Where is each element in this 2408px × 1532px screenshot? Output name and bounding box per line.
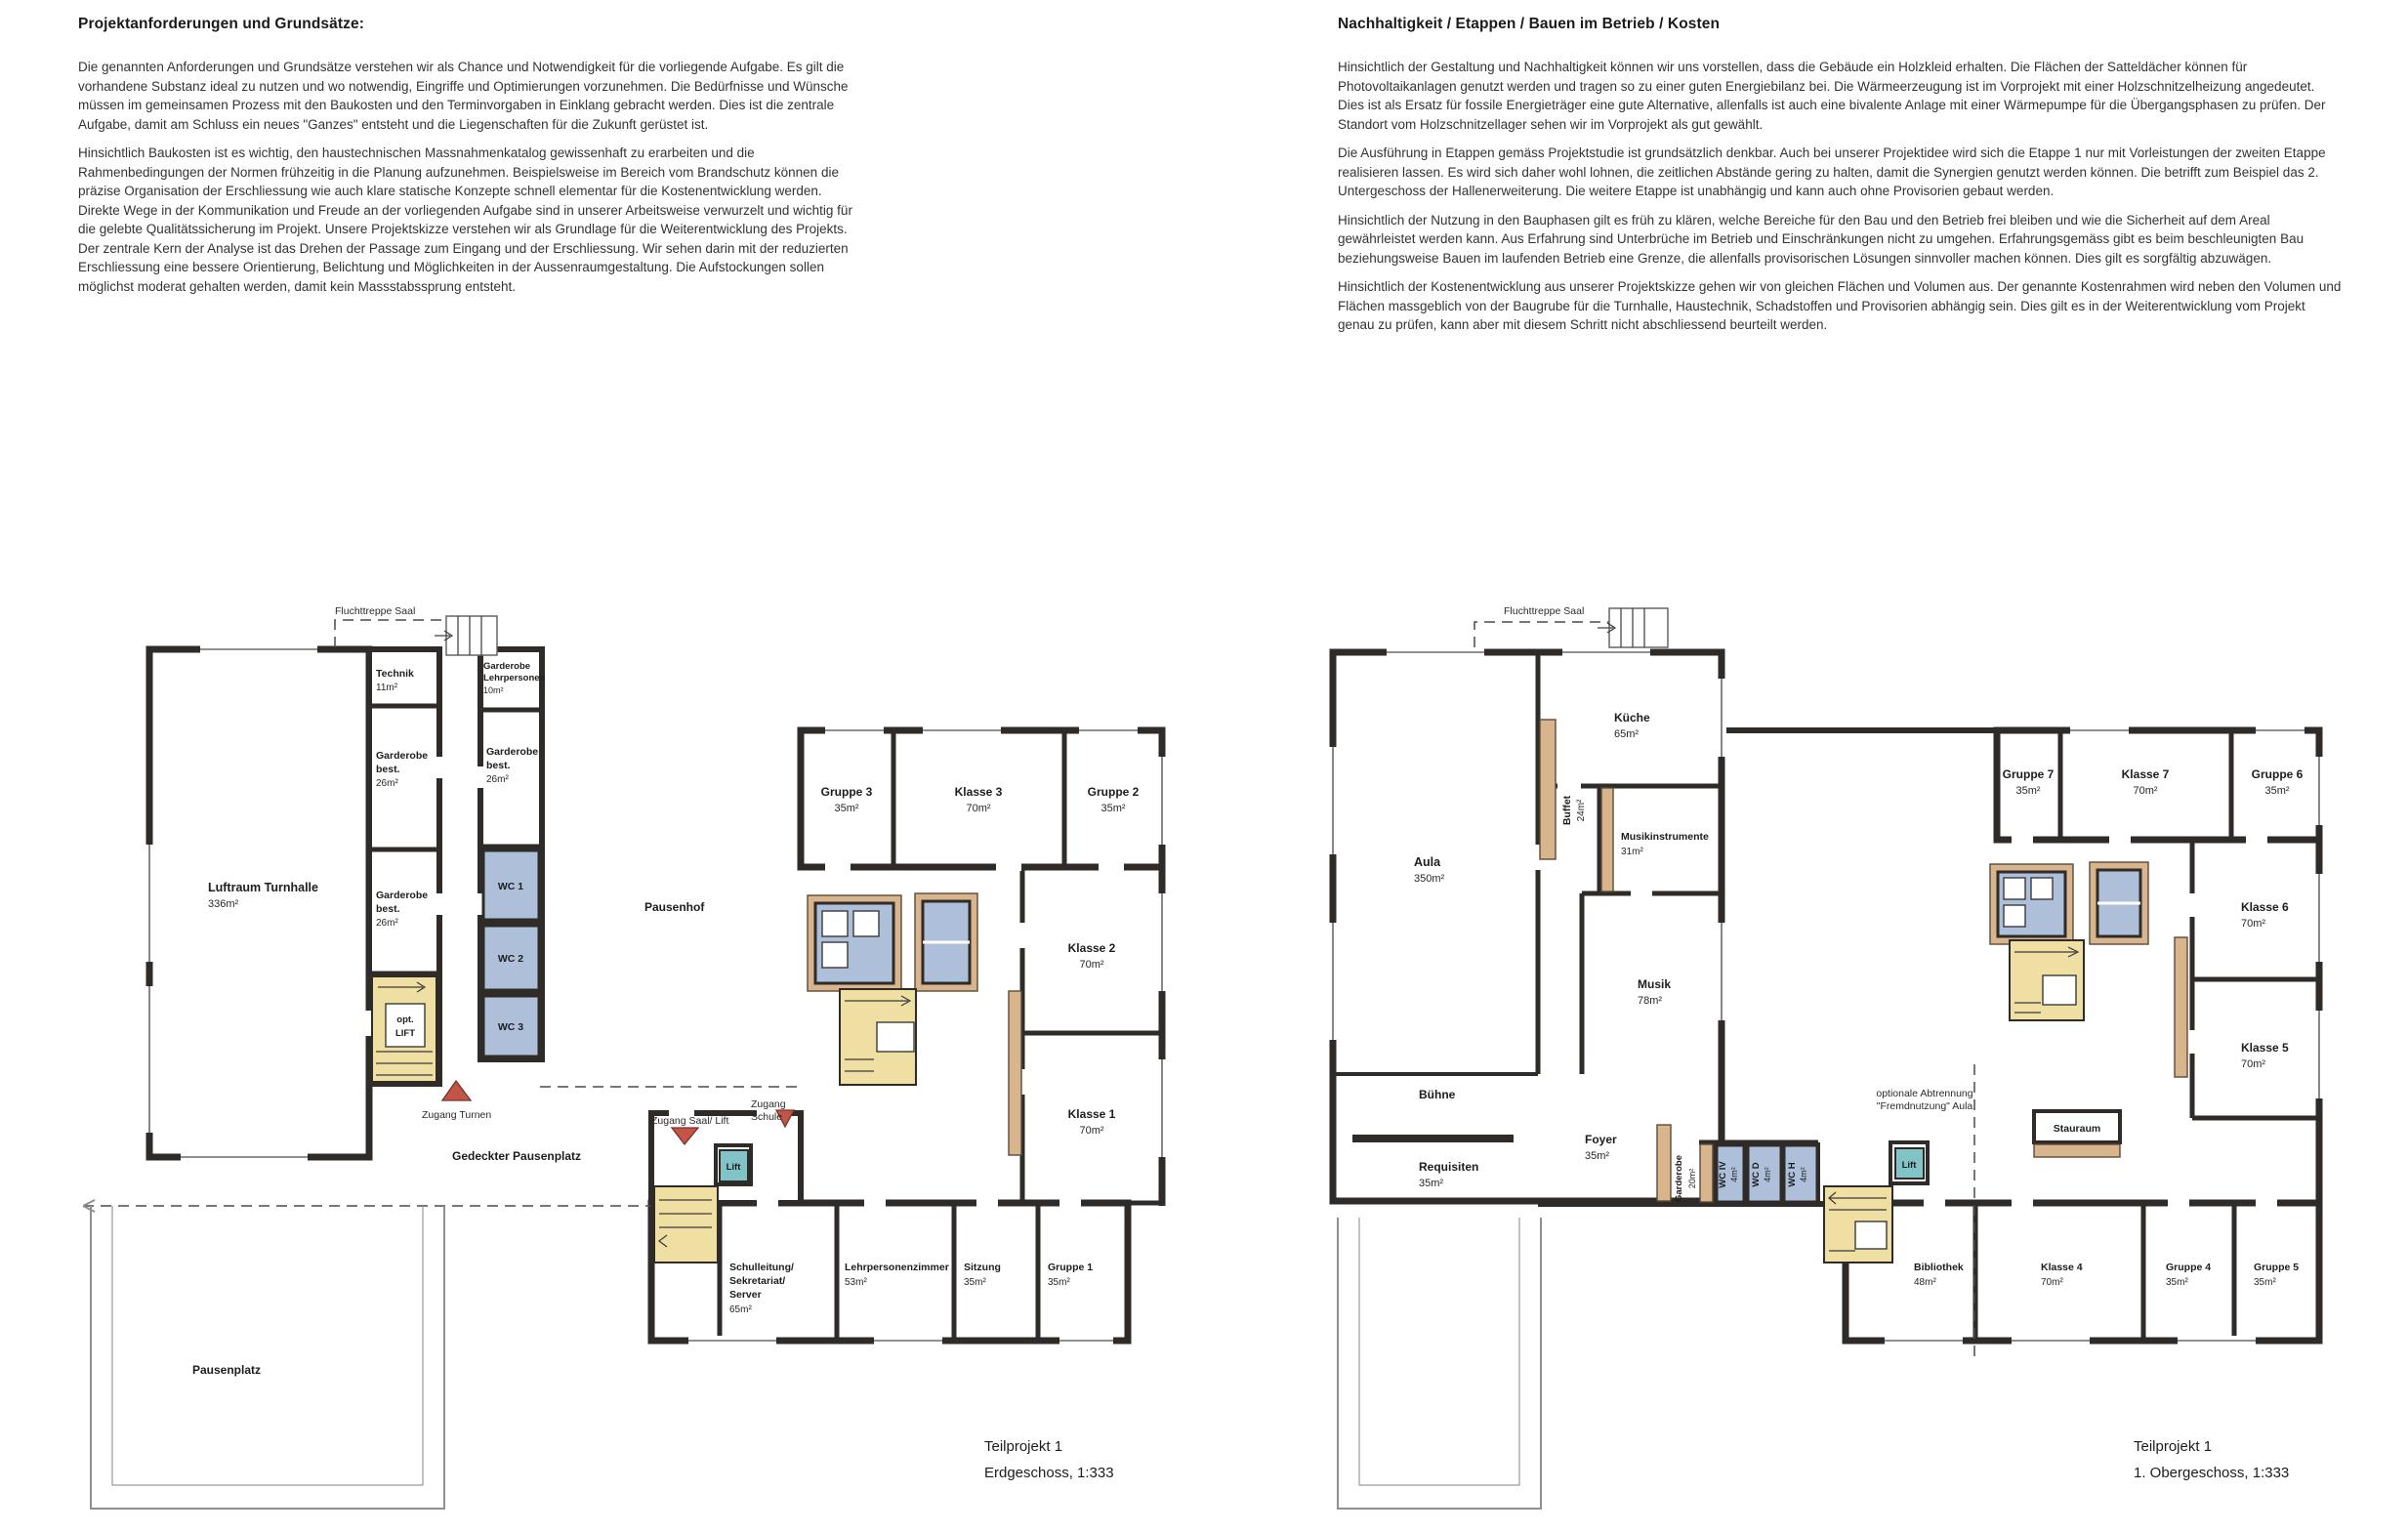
eg-room-garderobe-lehrpersonen-area: 10m² <box>483 685 504 695</box>
eg-cleaning-cluster <box>808 893 977 991</box>
eg-room-garderobe-best-3: Garderobe <box>486 746 539 758</box>
eg-room-lehrpersonenzimmer-area: 53m² <box>845 1277 867 1288</box>
eg-room-schulleitung: Schulleitung/ <box>729 1262 794 1273</box>
left-text-column <box>78 16 859 306</box>
right-text-column <box>1338 16 2344 345</box>
og-room-klasse4-area: 70m² <box>2041 1277 2063 1288</box>
og-room-wc-h-area: 4m² <box>1799 1167 1808 1182</box>
eg-room-garderobe-best-2-l2: best. <box>376 903 400 915</box>
eg-label-pausenhof: Pausenhof <box>644 900 705 914</box>
eg-opt-lift: opt. <box>396 1014 414 1025</box>
caption-obergeschoss <box>2134 1433 2289 1486</box>
og-room-klasse6: Klasse 6 <box>2241 900 2289 914</box>
eg-room-klasse1-area: 70m² <box>1079 1125 1104 1137</box>
og-room-gruppe6-area: 35m² <box>2264 785 2290 797</box>
og-room-wc-d-area: 4m² <box>1763 1167 1772 1182</box>
eg-room-schulleitung-l2: Sekretariat/ <box>729 1275 786 1287</box>
left-paragraph-1: Die genannten Anforderungen und Grundsätze verstehen wir als Chance und Notwendigkeit für die vorliegende Aufgabe. Es gilt die vorhandene Substanz ideal zu nutzen und wo notwendig, Eingriffe und Optimierungen vorzunehmen. Die Bedürfnisse und Wünsche müssen im gemeinsamen Prozess mit den Baukosten und den Terminvorgaben in Einklang gebracht werden. Dies ist die zentrale Aufgabe, damit am Schluss ein neues "Ganzes" entsteht und die Liegenschaften für die Zukunft gerüstet ist. <box>78 60 849 132</box>
og-room-gruppe7: Gruppe 7 <box>2002 767 2055 781</box>
eg-label-zugang-turnen: Zugang Turnen <box>422 1109 492 1121</box>
eg-room-garderobe-best-2: Garderobe <box>376 890 429 901</box>
eg-opt-lift-l2: LIFT <box>394 1028 416 1039</box>
og-room-gruppe4: Gruppe 4 <box>2166 1262 2212 1273</box>
og-room-garderobe-area: 20m² <box>1687 1168 1697 1189</box>
eg-room-garderobe-best-1: Garderobe <box>376 750 429 762</box>
eg-room-turnhalle: Luftraum Turnhalle <box>208 881 318 894</box>
og-room-wc-iv: WC IV <box>1718 1161 1728 1188</box>
eg-room-garderobe-lehrpersonen: Garderobe <box>483 661 531 672</box>
eg-lift-label: Lift <box>726 1162 741 1173</box>
og-room-foyer: Foyer <box>1585 1133 1617 1146</box>
og-room-requisiten: Requisiten <box>1419 1160 1479 1174</box>
og-room-buffet: Buffet <box>1561 795 1573 826</box>
og-room-gruppe6: Gruppe 6 <box>2251 767 2304 781</box>
eg-room-lehrpersonenzimmer: Lehrpersonenzimmer <box>845 1262 949 1273</box>
og-room-klasse7: Klasse 7 <box>2121 767 2170 781</box>
eg-room-schulleitung-l3: Server <box>729 1289 762 1301</box>
eg-stair-entrance <box>654 1186 718 1263</box>
eg-room-wc3: WC 3 <box>497 1021 524 1033</box>
eg-label-zugang-schule: Zugang <box>751 1098 786 1110</box>
eg-room-technik: Technik <box>376 668 414 680</box>
eg-room-technik-area: 11m² <box>376 683 398 693</box>
og-room-wc-iv-area: 4m² <box>1729 1167 1739 1182</box>
eg-label-zugang-schule-l2: Schule <box>751 1111 783 1123</box>
og-room-wc-h: WC H <box>1787 1162 1798 1187</box>
eg-room-wc1: WC 1 <box>497 881 524 892</box>
og-room-kueche: Küche <box>1614 711 1650 725</box>
og-label-abtrennung: optionale Abtrennung <box>1876 1088 1973 1099</box>
og-room-garderobe: Garderobe <box>1674 1154 1684 1203</box>
og-room-musikinstrumente-area: 31m² <box>1621 847 1643 857</box>
caption-og-line1: Teilprojekt 1 <box>2134 1438 2213 1455</box>
eg-room-klasse3: Klasse 3 <box>954 785 1003 799</box>
og-room-gruppe5: Gruppe 5 <box>2254 1262 2300 1273</box>
og-stair-main <box>1824 1186 1892 1263</box>
eg-room-sitzung: Sitzung <box>964 1262 1001 1273</box>
floorplan-erdgeschoss <box>83 600 1235 1528</box>
right-paragraph-1: Hinsichtlich der Gestaltung und Nachhaltigkeit können wir uns vorstellen, dass die Gebäude ein Holzkleid erhalten. Die Flächen der Satteldächer können für Photovoltaikanlagen genutzt werden und tragen so zu einer guten Energiebilanz bei. Die Wärmeerzeugung ist im Vorprojekt mit einer Holzschnitzelheizung angedeutet. Dies ist als Ersatz für fossile Energieträger eine gute Alternative, allenfalls ist auch eine bivalente Anlage mit einer Wärmepumpe für die Übergangsphasen zu prüfen. Der Standort vom Holzschnitzellager sehen wir im Vorprojekt als gut gewählt. <box>1338 60 2326 132</box>
eg-room-sitzung-area: 35m² <box>964 1277 986 1288</box>
eg-room-klasse1: Klasse 1 <box>1067 1107 1116 1121</box>
og-room-foyer-area: 35m² <box>1585 1150 1610 1162</box>
og-room-bibliothek: Bibliothek <box>1914 1262 1964 1273</box>
og-room-wc-d: WC D <box>1751 1162 1762 1187</box>
eg-room-garderobe-best-1-l2: best. <box>376 764 400 775</box>
eg-room-gruppe3: Gruppe 3 <box>820 785 873 799</box>
og-room-klasse4: Klasse 4 <box>2041 1262 2083 1273</box>
og-stage-edge <box>1352 1135 1514 1142</box>
right-column-title: Nachhaltigkeit / Etappen / Bauen im Betrieb / Kosten <box>1338 16 1721 32</box>
og-room-gruppe4-area: 35m² <box>2166 1277 2188 1288</box>
caption-og-line2: 1. Obergeschoss, 1:333 <box>2134 1465 2290 1481</box>
caption-eg-line1: Teilprojekt 1 <box>984 1438 1063 1455</box>
eg-room-gruppe1: Gruppe 1 <box>1048 1262 1094 1273</box>
og-room-musikinstrumente: Musikinstrumente <box>1621 831 1709 843</box>
eg-room-gruppe2: Gruppe 2 <box>1087 785 1140 799</box>
og-room-aula-area: 350m² <box>1414 873 1445 885</box>
og-label-abtrennung-l2: "Fremdnutzung" Aula <box>1876 1100 1973 1112</box>
og-label-fluchttreppe: Fluchttreppe Saal <box>1504 605 1585 617</box>
eg-stair-wing <box>840 989 916 1085</box>
og-room-klasse5: Klasse 5 <box>2241 1041 2289 1055</box>
og-room-musik: Musik <box>1638 977 1672 991</box>
og-room-gruppe7-area: 35m² <box>2015 785 2041 797</box>
eg-room-klasse2: Klasse 2 <box>1067 941 1116 955</box>
floorplan-obergeschoss <box>1328 600 2408 1528</box>
og-room-klasse7-area: 70m² <box>2133 785 2158 797</box>
eg-room-garderobe-best-3-area: 26m² <box>486 774 509 785</box>
og-room-kueche-area: 65m² <box>1614 728 1640 740</box>
eg-room-klasse2-area: 70m² <box>1079 959 1104 971</box>
og-lift-label: Lift <box>1901 1160 1917 1171</box>
og-stair-wing <box>2010 940 2084 1020</box>
eg-room-schulleitung-area: 65m² <box>729 1304 752 1315</box>
eg-room-garderobe-lehrpersonen-l2: Lehrpersonen <box>483 673 546 683</box>
og-room-buehne: Bühne <box>1419 1088 1456 1101</box>
caption-eg-line2: Erdgeschoss, 1:333 <box>984 1465 1114 1481</box>
og-room-gruppe5-area: 35m² <box>2254 1277 2276 1288</box>
og-room-buffet-area: 24m² <box>1576 799 1587 822</box>
og-room-requisiten-area: 35m² <box>1419 1178 1444 1189</box>
left-column-title: Projektanforderungen und Grundsätze: <box>78 16 364 32</box>
eg-label-fluchttreppe: Fluchttreppe Saal <box>335 605 416 617</box>
og-room-klasse6-area: 70m² <box>2241 918 2266 930</box>
eg-room-garderobe-best-3-l2: best. <box>486 760 511 771</box>
eg-room-gruppe2-area: 35m² <box>1100 803 1126 814</box>
eg-room-gruppe1-area: 35m² <box>1048 1277 1070 1288</box>
og-room-musik-area: 78m² <box>1638 995 1663 1007</box>
eg-room-turnhalle-area: 336m² <box>208 898 239 910</box>
og-cleaning-cluster <box>1990 862 2148 944</box>
right-paragraph-2: Die Ausführung in Etappen gemäss Projektstudie ist grundsätzlich denkbar. Auch bei unserer Projektidee wird sich die Etappe 1 nur mit Vorleistungen der zweiten Etappe realisieren lassen. Es wird sich daher wohl lohnen, die zeitlichen Abstände gering zu halten, damit die Synergien genutzt werden können. Die betrifft zum Beispiel das 2. Untergeschoss der Hallenerweiterung. Die weitere Etappe ist unabhängig und kann auch ohne Provisorien gebaut werden. <box>1338 145 2326 198</box>
eg-room-garderobe-best-2-area: 26m² <box>376 918 398 929</box>
eg-label-zugang-saal-lift: Zugang Saal/ Lift <box>651 1115 729 1127</box>
eg-room-gruppe3-area: 35m² <box>834 803 859 814</box>
eg-corridor-cupboard <box>1009 991 1021 1155</box>
eg-room-wc2: WC 2 <box>497 953 524 965</box>
og-room-bibliothek-area: 48m² <box>1914 1277 1936 1288</box>
caption-erdgeschoss <box>984 1433 1114 1486</box>
eg-label-pausenplatz: Pausenplatz <box>192 1363 262 1377</box>
eg-room-garderobe-best-1-area: 26m² <box>376 778 398 789</box>
eg-label-gedeckter-pausenplatz: Gedeckter Pausenplatz <box>452 1149 582 1163</box>
og-room-stauraum: Stauraum <box>2053 1123 2101 1135</box>
og-room-aula: Aula <box>1414 855 1441 869</box>
left-paragraph-2: Hinsichtlich Baukosten ist es wichtig, den haustechnischen Massnahmenkatalog gewissenhaft zu erarbeiten und die Rahmenbedingungen der Normen frühzeitig in die Planung aufzunehmen. Beispielsweise im Bereich vom Brandschutz können die präzise Organisation der Erschliessung wie auch klare statische Konzepte schnell elementar für die Kostenentwicklung werden. Direkte Wege in der Kommunikation und Freude an der vorliegenden Aufgabe sind in unserer Arbeitsweise verwurzelt und wichtig für die gelebte Qualitätssicherung im Projekt. Unsere Projektskizze verstehen wir als Grundlage für die Weiterentwicklung des Projekts. Der zentrale Kern der Analyse ist das Drehen der Passage zum Eingang und der Erschliessung. Wir sehen darin mit der reduzierten Erschliessung eine bessere Orientierung, Belichtung und Möglichkeiten in der Aussenraumgestaltung. Die Aufstockungen sollen möglichst moderat gehalten werden, damit kein Massstabssprung entsteht. <box>78 145 852 294</box>
eg-room-klasse3-area: 70m² <box>966 803 991 814</box>
eg-entry-turnen-icon <box>442 1081 471 1100</box>
og-room-klasse5-area: 70m² <box>2241 1058 2266 1070</box>
right-paragraph-4: Hinsichtlich der Kostenentwicklung aus unserer Projektskizze gehen wir von gleichen Flächen und Volumen aus. Der genannte Kostenrahmen wird neben den Volumen und Flächen massgeblich von der Baugrube für die Turnhalle, Haustechnik, Schadstoffen und Provisorien abhängig sein. Dies gilt es in der Weiterentwicklung vom Projekt genau zu prüfen, kann aber mit diesem Schritt nicht abschliessend beurteilt werden. <box>1338 279 2342 332</box>
right-paragraph-3: Hinsichtlich der Nutzung in den Bauphasen gilt es früh zu klären, welche Bereiche für den Bau und den Betrieb frei bleiben und wie die Sicherheit auf dem Areal gewährleistet werden kann. Aus Erfahrung sind Unterbrüche im Betrieb und Einschränkungen nicht zu umgehen. Erfahrungsgemäss gibt es beim beschleunigten Bau beziehungsweise Bauen im laufenden Betrieb eine Grenze, die allenfalls provisorischen Lösungen sinnvoller machen können. Dies gilt es sorgfältig abzuwägen. <box>1338 212 2304 266</box>
